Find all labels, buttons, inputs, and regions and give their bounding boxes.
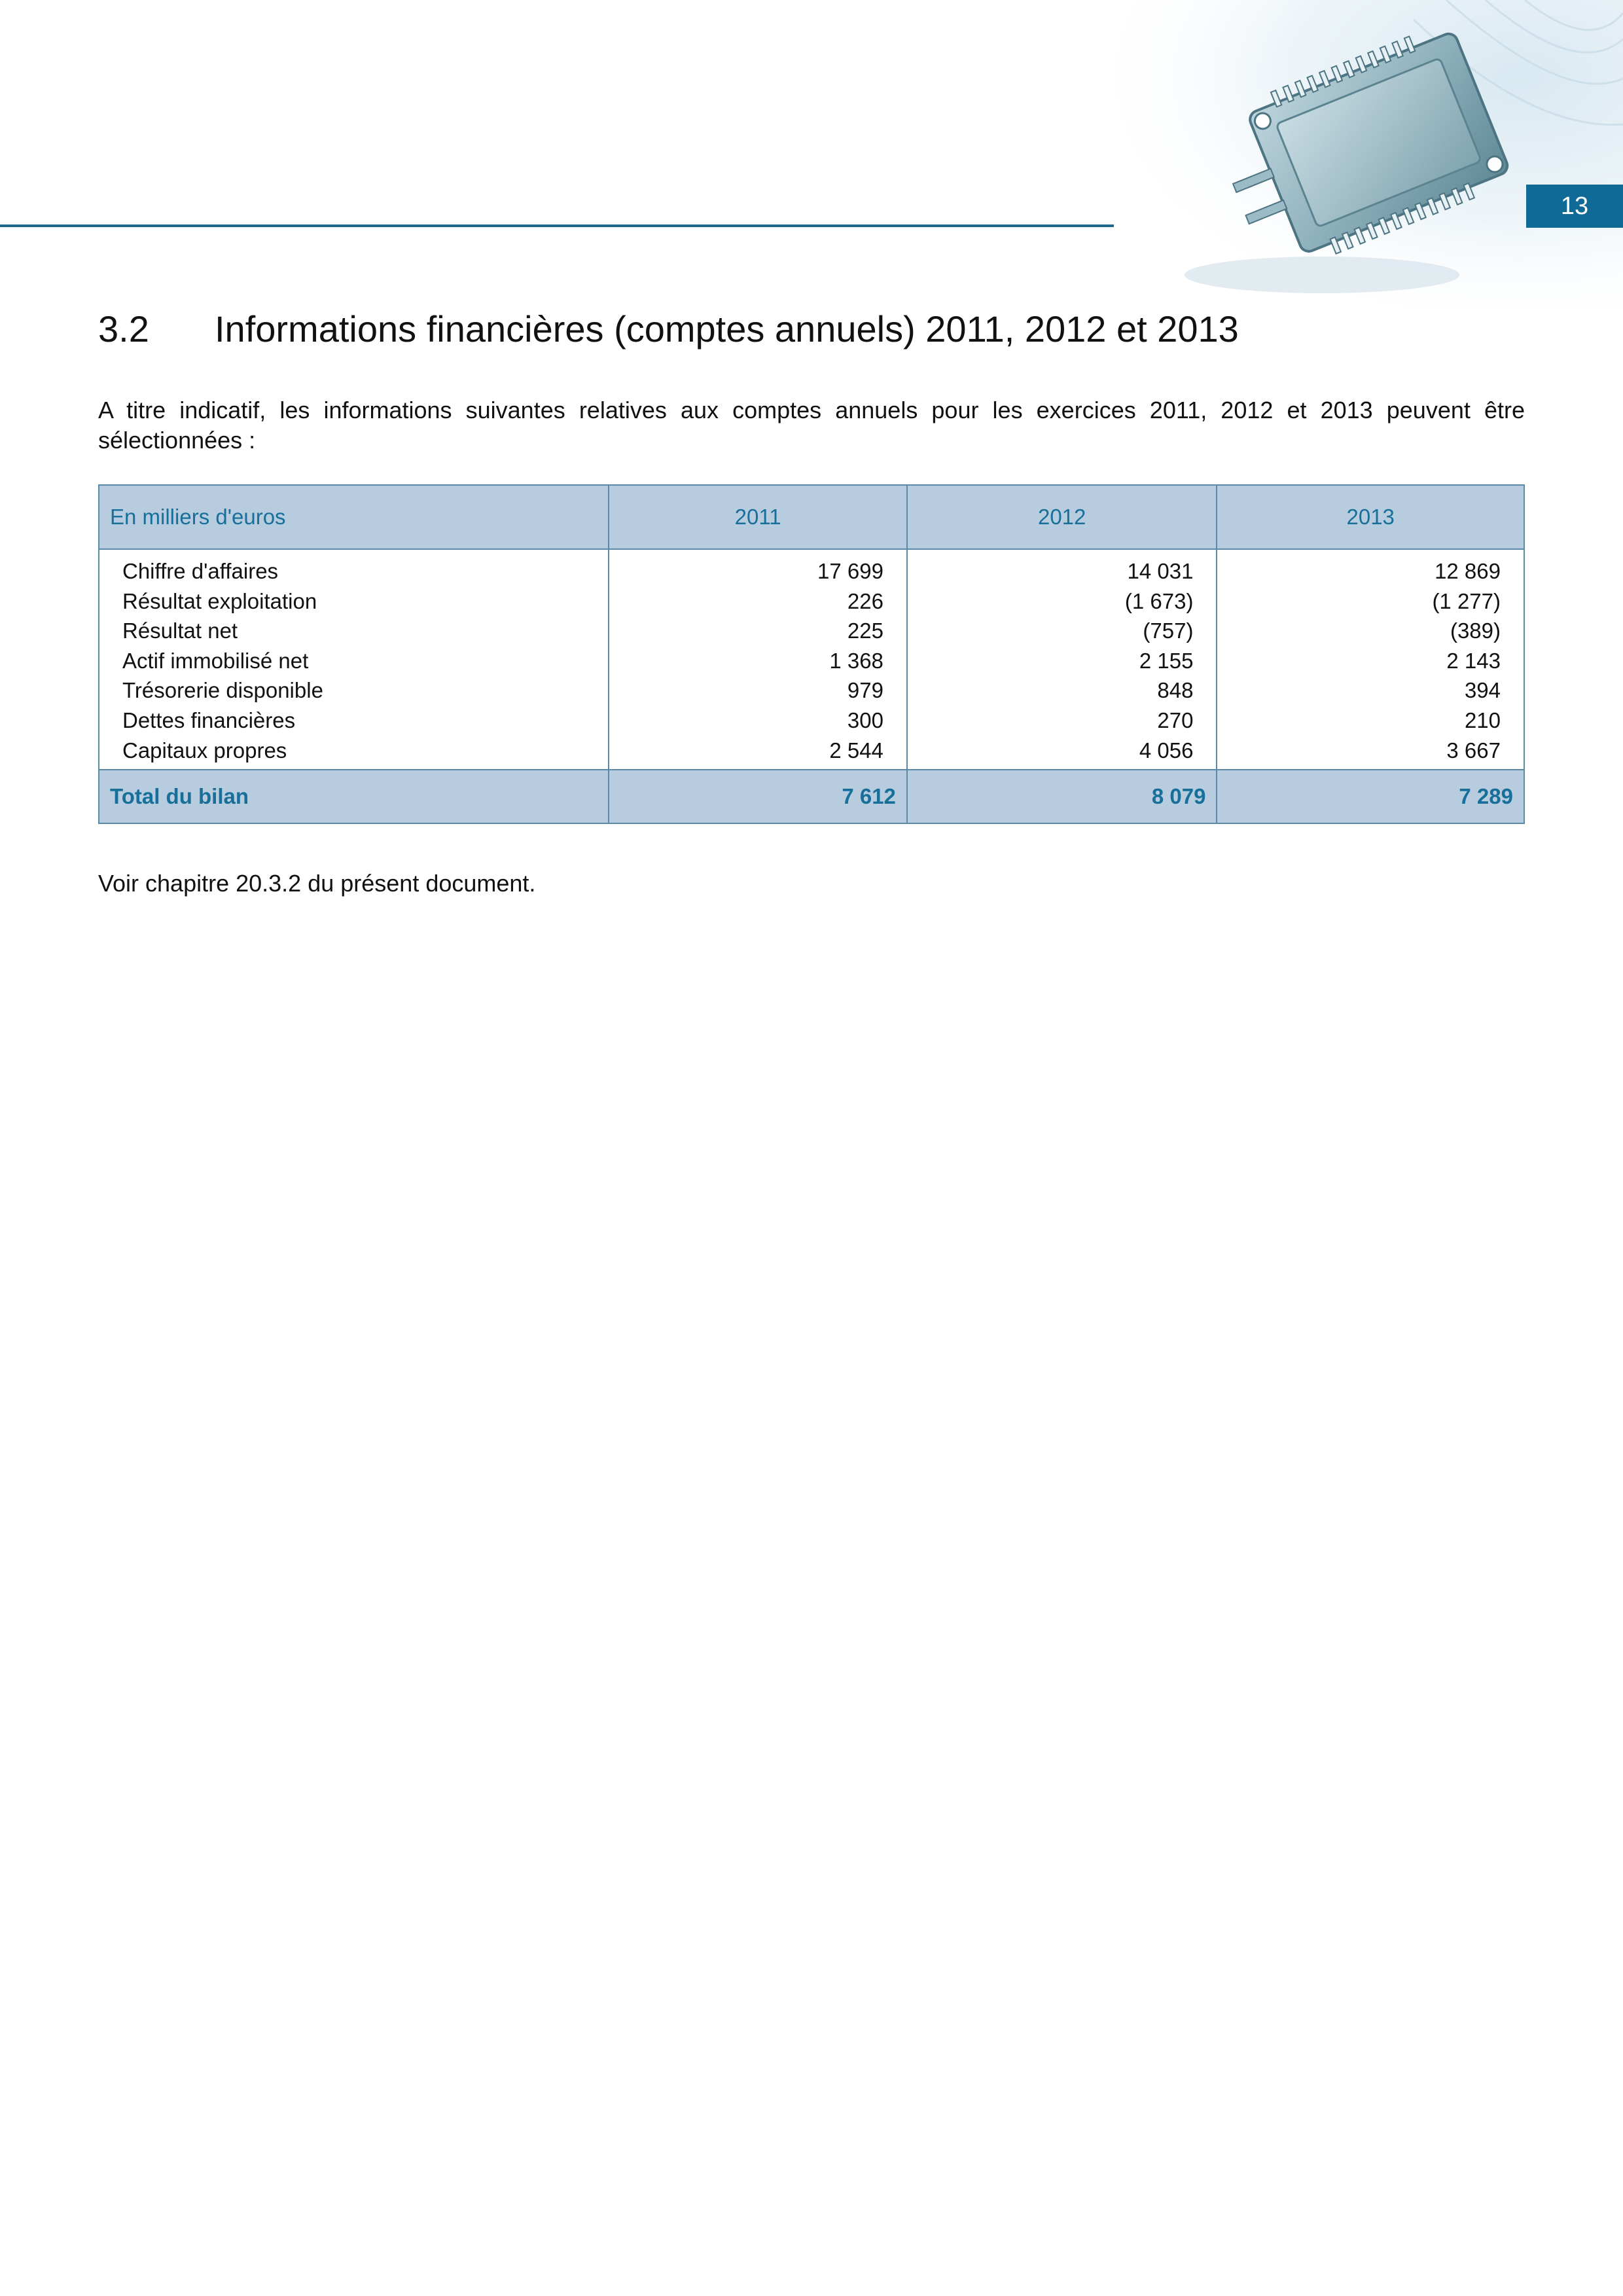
table-cell: (1 673) <box>1124 588 1194 613</box>
row-label: Résultat exploitation <box>122 588 317 613</box>
values-column-2013 <box>1217 549 1524 770</box>
table-cell: 979 <box>847 678 883 703</box>
section-heading <box>98 306 1239 352</box>
table-cell: 300 <box>847 708 883 732</box>
table-cell: (757) <box>1143 619 1194 643</box>
table-cell: 12 869 <box>1435 559 1501 583</box>
table-cell: (1 277) <box>1432 588 1501 613</box>
table-cell: 14 031 <box>1127 559 1194 583</box>
table-cell: 2 143 <box>1446 648 1501 673</box>
year-header-2013: 2013 <box>1217 485 1524 549</box>
row-label: Résultat net <box>122 619 238 643</box>
financial-table <box>98 484 1525 824</box>
section-number: 3.2 <box>98 308 149 350</box>
table-cell: 4 056 <box>1139 738 1194 762</box>
row-label: Actif immobilisé net <box>122 648 309 673</box>
row-label: Chiffre d'affaires <box>122 559 279 583</box>
year-header-2012: 2012 <box>907 485 1217 549</box>
table-cell: 848 <box>1157 678 1194 703</box>
total-value-2012: 8 079 <box>907 770 1217 823</box>
table-header-row <box>99 485 1524 549</box>
row-labels-column <box>99 549 609 770</box>
row-label: Trésorerie disponible <box>122 678 323 703</box>
table-cell: 210 <box>1464 708 1501 732</box>
header-rule <box>0 224 1114 227</box>
table-cell: 2 155 <box>1139 648 1194 673</box>
table-cell: 2 544 <box>829 738 883 762</box>
table-cell: 225 <box>847 619 883 643</box>
table-cell: 270 <box>1157 708 1194 732</box>
table-body-row <box>99 549 1524 770</box>
table-cell: 17 699 <box>817 559 883 583</box>
table-cell: 1 368 <box>829 648 883 673</box>
page-number: 13 <box>1526 185 1623 228</box>
intro-paragraph: A titre indicatif, les informations suivantes relatives aux comptes annuels pour les exercices 2011, 2012 et 2013 peuvent être sélectionnées : <box>98 397 1525 454</box>
footnote: Voir chapitre 20.3.2 du présent document. <box>98 870 536 897</box>
total-row <box>99 770 1524 823</box>
table-cell: 394 <box>1464 678 1501 703</box>
table-cell: 3 667 <box>1446 738 1501 762</box>
unit-header: En milliers d'euros <box>99 485 609 549</box>
total-value-2011: 7 612 <box>609 770 907 823</box>
values-column-2011 <box>609 549 907 770</box>
section-title: Informations financières (comptes annuels) 2011, 2012 et 2013 <box>215 308 1239 350</box>
electronic-module-illustration <box>1106 0 1623 308</box>
year-header-2011: 2011 <box>609 485 907 549</box>
total-value-2013: 7 289 <box>1217 770 1524 823</box>
values-column-2012 <box>907 549 1217 770</box>
row-label: Capitaux propres <box>122 738 287 762</box>
row-label: Dettes financières <box>122 708 296 732</box>
table-cell: (389) <box>1450 619 1501 643</box>
total-label: Total du bilan <box>99 770 609 823</box>
table-cell: 226 <box>847 588 883 613</box>
